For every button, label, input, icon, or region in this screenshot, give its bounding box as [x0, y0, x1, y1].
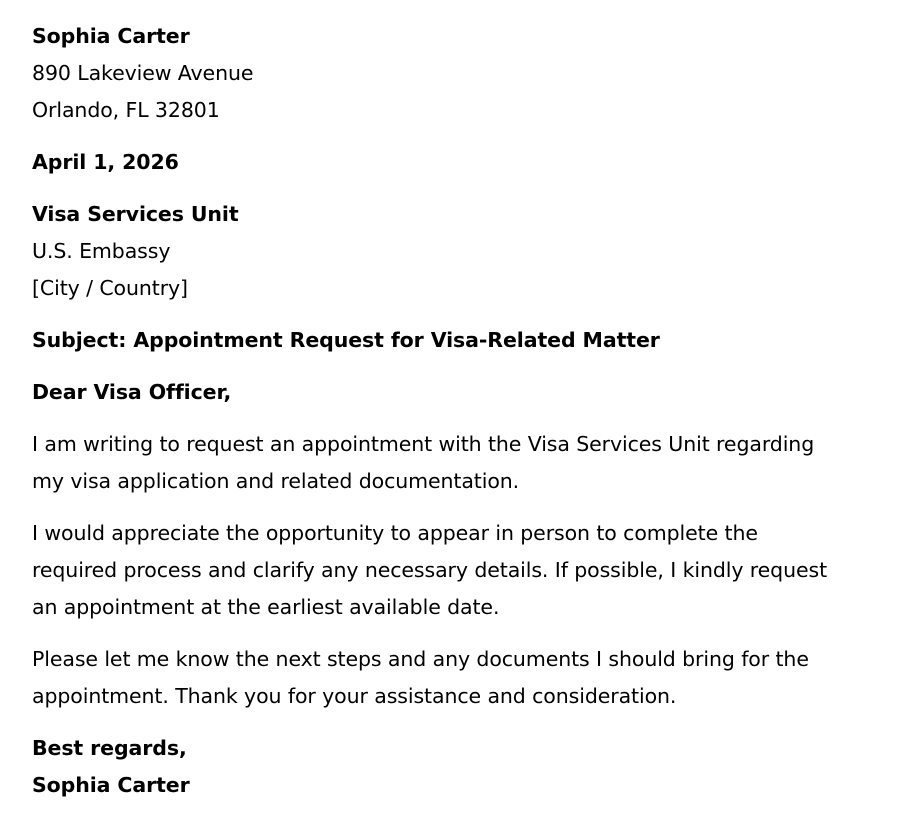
recipient-org: U.S. Embassy [32, 239, 171, 263]
salutation-block [32, 374, 872, 411]
body-line: appointment. Thank you for your assistance and consideration. [32, 684, 677, 708]
sender-address-line2: Orlando, FL 32801 [32, 98, 220, 122]
closing-block [32, 730, 872, 804]
letter-document [32, 18, 872, 804]
sender-block [32, 18, 872, 129]
sender-address-line1: 890 Lakeview Avenue [32, 61, 254, 85]
body-paragraph-2 [32, 515, 872, 626]
subject-block [32, 322, 872, 359]
sender-name: Sophia Carter [32, 24, 190, 48]
body-line: my visa application and related documentation. [32, 469, 520, 493]
body-paragraph-1 [32, 426, 872, 500]
body-line: I am writing to request an appointment with the Visa Services Unit regarding [32, 432, 815, 456]
body-line: Please let me know the next steps and any documents I should bring for the [32, 647, 809, 671]
body-line: required process and clarify any necessary details. If possible, I kindly request [32, 558, 828, 582]
recipient-unit: Visa Services Unit [32, 202, 239, 226]
body-line: I would appreciate the opportunity to appear in person to complete the [32, 521, 758, 545]
letter-date: April 1, 2026 [32, 150, 179, 174]
salutation: Dear Visa Officer, [32, 380, 232, 404]
body-paragraph-3 [32, 641, 872, 715]
subject-line: Subject: Appointment Request for Visa-Related Matter [32, 328, 660, 352]
date-block [32, 144, 872, 181]
body-line: an appointment at the earliest available date. [32, 595, 500, 619]
closing: Best regards, [32, 736, 187, 760]
recipient-block [32, 196, 872, 307]
recipient-location: [City / Country] [32, 276, 188, 300]
signature-name: Sophia Carter [32, 773, 190, 797]
